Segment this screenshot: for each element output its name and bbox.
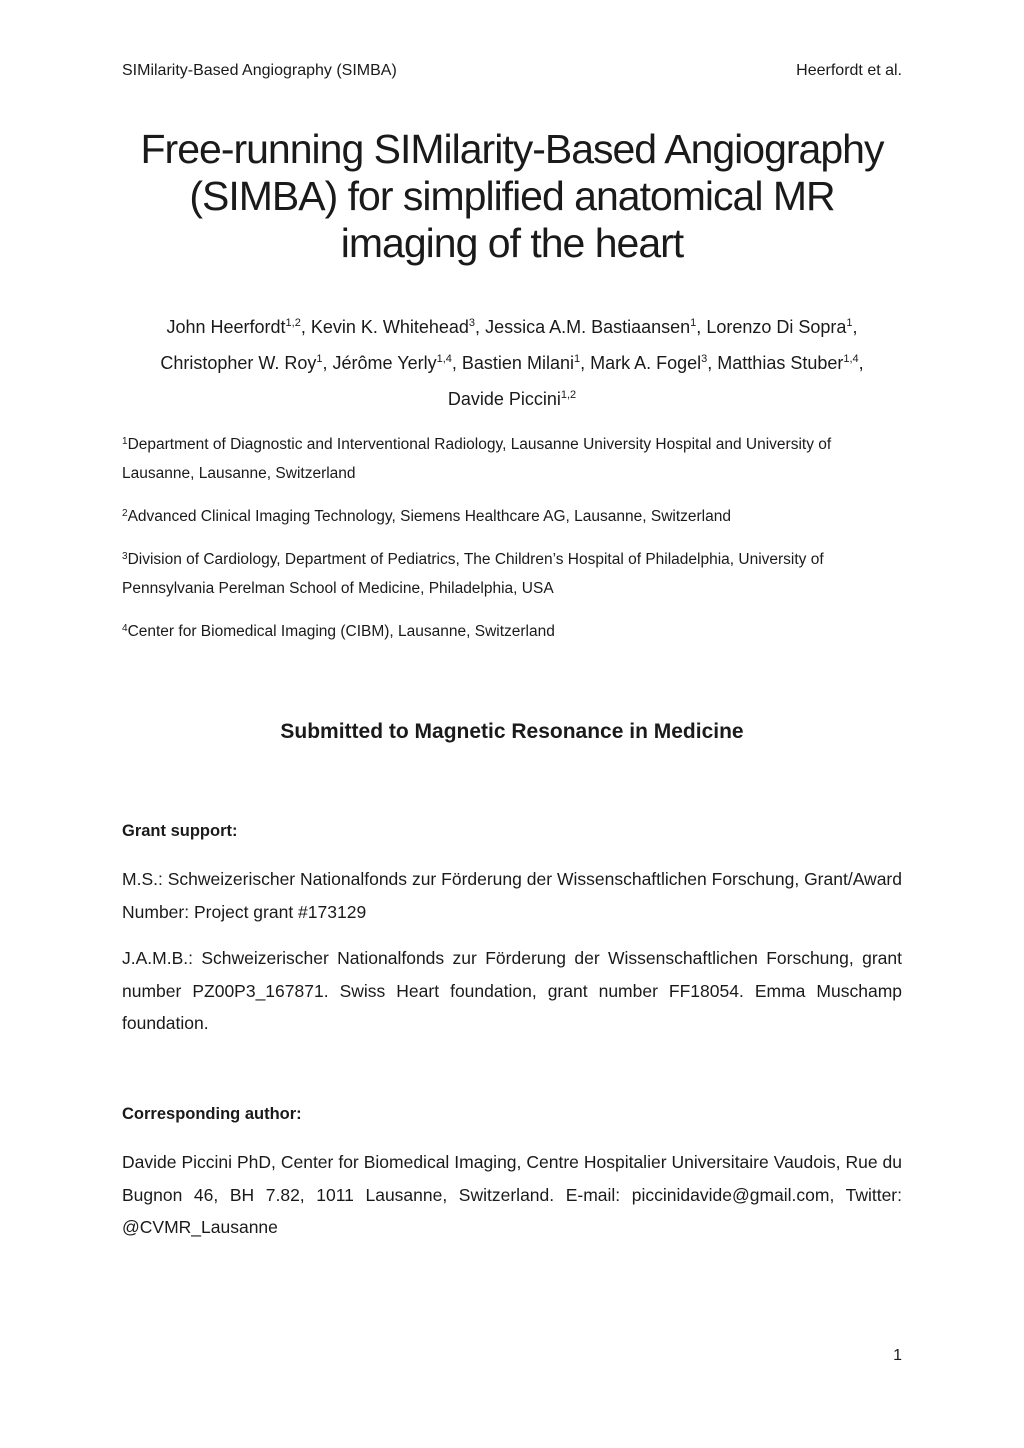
affiliation-text: Department of Diagnostic and Interventional Radiology, Lausanne University Hospital and University of Lausanne, Lausanne, Switzerland <box>122 436 832 482</box>
affiliation-number: 3 <box>122 551 128 562</box>
affiliation <box>122 502 902 531</box>
paper-title <box>100 126 924 267</box>
author-affiliation-marker: 3 <box>468 317 476 329</box>
author-affiliation-marker: 1,4 <box>436 353 452 365</box>
author-affiliation-marker: 1,2 <box>285 317 301 329</box>
author-name: Bastien Milani <box>461 353 574 373</box>
title-line-1: Free-running SIMilarity-Based Angiography <box>140 126 884 172</box>
affiliation-text: Division of Cardiology, Department of Pediatrics, The Children’s Hospital of Philadelphia, University of Pennsylvania Perelman School of Medicine, Philadelphia, USA <box>122 551 824 597</box>
author-affiliation-marker: 1 <box>316 353 323 365</box>
author <box>311 317 485 337</box>
author-separator: , <box>707 353 718 373</box>
affiliation-number: 2 <box>122 508 128 519</box>
author <box>717 353 863 373</box>
author-name: Christopher W. Roy <box>160 353 317 373</box>
page-number: 1 <box>893 1347 902 1364</box>
corresponding-author-heading: Corresponding author: <box>122 1105 302 1123</box>
author-separator: , <box>451 353 462 373</box>
corresponding-author-paragraph: Davide Piccini PhD, Center for Biomedical Imaging, Centre Hospitalier Universitaire Vaudois, Rue du Bugnon 46, BH 7.82, 1011 Lausanne, Switzerland. E-mail: piccinidavide@gmail.com, Twitter: @CVMR_Lausanne <box>122 1152 902 1237</box>
affiliation-list <box>122 430 902 660</box>
submission-venue: Submitted to Magnetic Resonance in Medicine <box>280 720 744 743</box>
author <box>448 389 576 409</box>
author <box>706 317 857 337</box>
author <box>590 353 717 373</box>
affiliation-text: Center for Biomedical Imaging (CIBM), Lausanne, Switzerland <box>127 623 555 640</box>
grant-support-heading: Grant support: <box>122 822 238 840</box>
author <box>166 317 310 337</box>
author-separator: , <box>580 353 591 373</box>
author-separator: , <box>475 317 486 337</box>
affiliation <box>122 545 902 603</box>
affiliation <box>122 430 902 488</box>
title-line-3: imaging of the heart <box>340 220 684 266</box>
author-separator: , <box>300 317 311 337</box>
affiliation-number: 4 <box>122 623 128 634</box>
title-line-2: (SIMBA) for simplified anatomical MR <box>189 173 835 219</box>
author-name: Jessica A.M. Bastiaansen <box>485 317 691 337</box>
grant-ms-paragraph: M.S.: Schweizerischer Nationalfonds zur Förderung der Wissenschaftlichen Forschung, Grant/Award Number: Project grant #173129 <box>122 869 902 922</box>
author-name: Jérôme Yerly <box>332 353 437 373</box>
running-title: SIMilarity-Based Angiography (SIMBA) <box>122 62 397 79</box>
author-name: Mark A. Fogel <box>590 353 702 373</box>
author-separator: , <box>858 353 864 373</box>
author-affiliation-marker: 1 <box>573 353 581 365</box>
author <box>462 353 590 373</box>
author <box>160 353 332 373</box>
grant-jamb-paragraph: J.A.M.B.: Schweizerischer Nationalfonds zur Förderung der Wissenschaftlichen Forschung, grant number PZ00P3_167871. Swiss Heart foundation, grant number FF18054. Emma Muschamp foundation. <box>122 948 902 1033</box>
author <box>485 317 706 337</box>
affiliation-number: 1 <box>122 436 128 447</box>
author-list <box>130 309 894 417</box>
author-separator: , <box>322 353 333 373</box>
affiliation-text: Advanced Clinical Imaging Technology, Siemens Healthcare AG, Lausanne, Switzerland <box>127 508 731 525</box>
author-affiliation-marker: 1 <box>846 317 853 329</box>
author-affiliation-marker: 3 <box>701 353 708 365</box>
author-name: John Heerfordt <box>166 317 286 337</box>
author <box>333 353 462 373</box>
running-authors: Heerfordt et al. <box>796 62 902 79</box>
author-name: Davide Piccini <box>447 389 561 409</box>
author-separator: , <box>852 317 858 337</box>
affiliation <box>122 617 902 646</box>
author-affiliation-marker: 1,2 <box>560 389 577 401</box>
author-name: Matthias Stuber <box>717 353 844 373</box>
author-name: Kevin K. Whitehead <box>310 317 469 337</box>
author-affiliation-marker: 1 <box>690 317 697 329</box>
author-affiliation-marker: 1,4 <box>843 353 859 365</box>
author-separator: , <box>696 317 707 337</box>
author-name: Lorenzo Di Sopra <box>706 317 847 337</box>
